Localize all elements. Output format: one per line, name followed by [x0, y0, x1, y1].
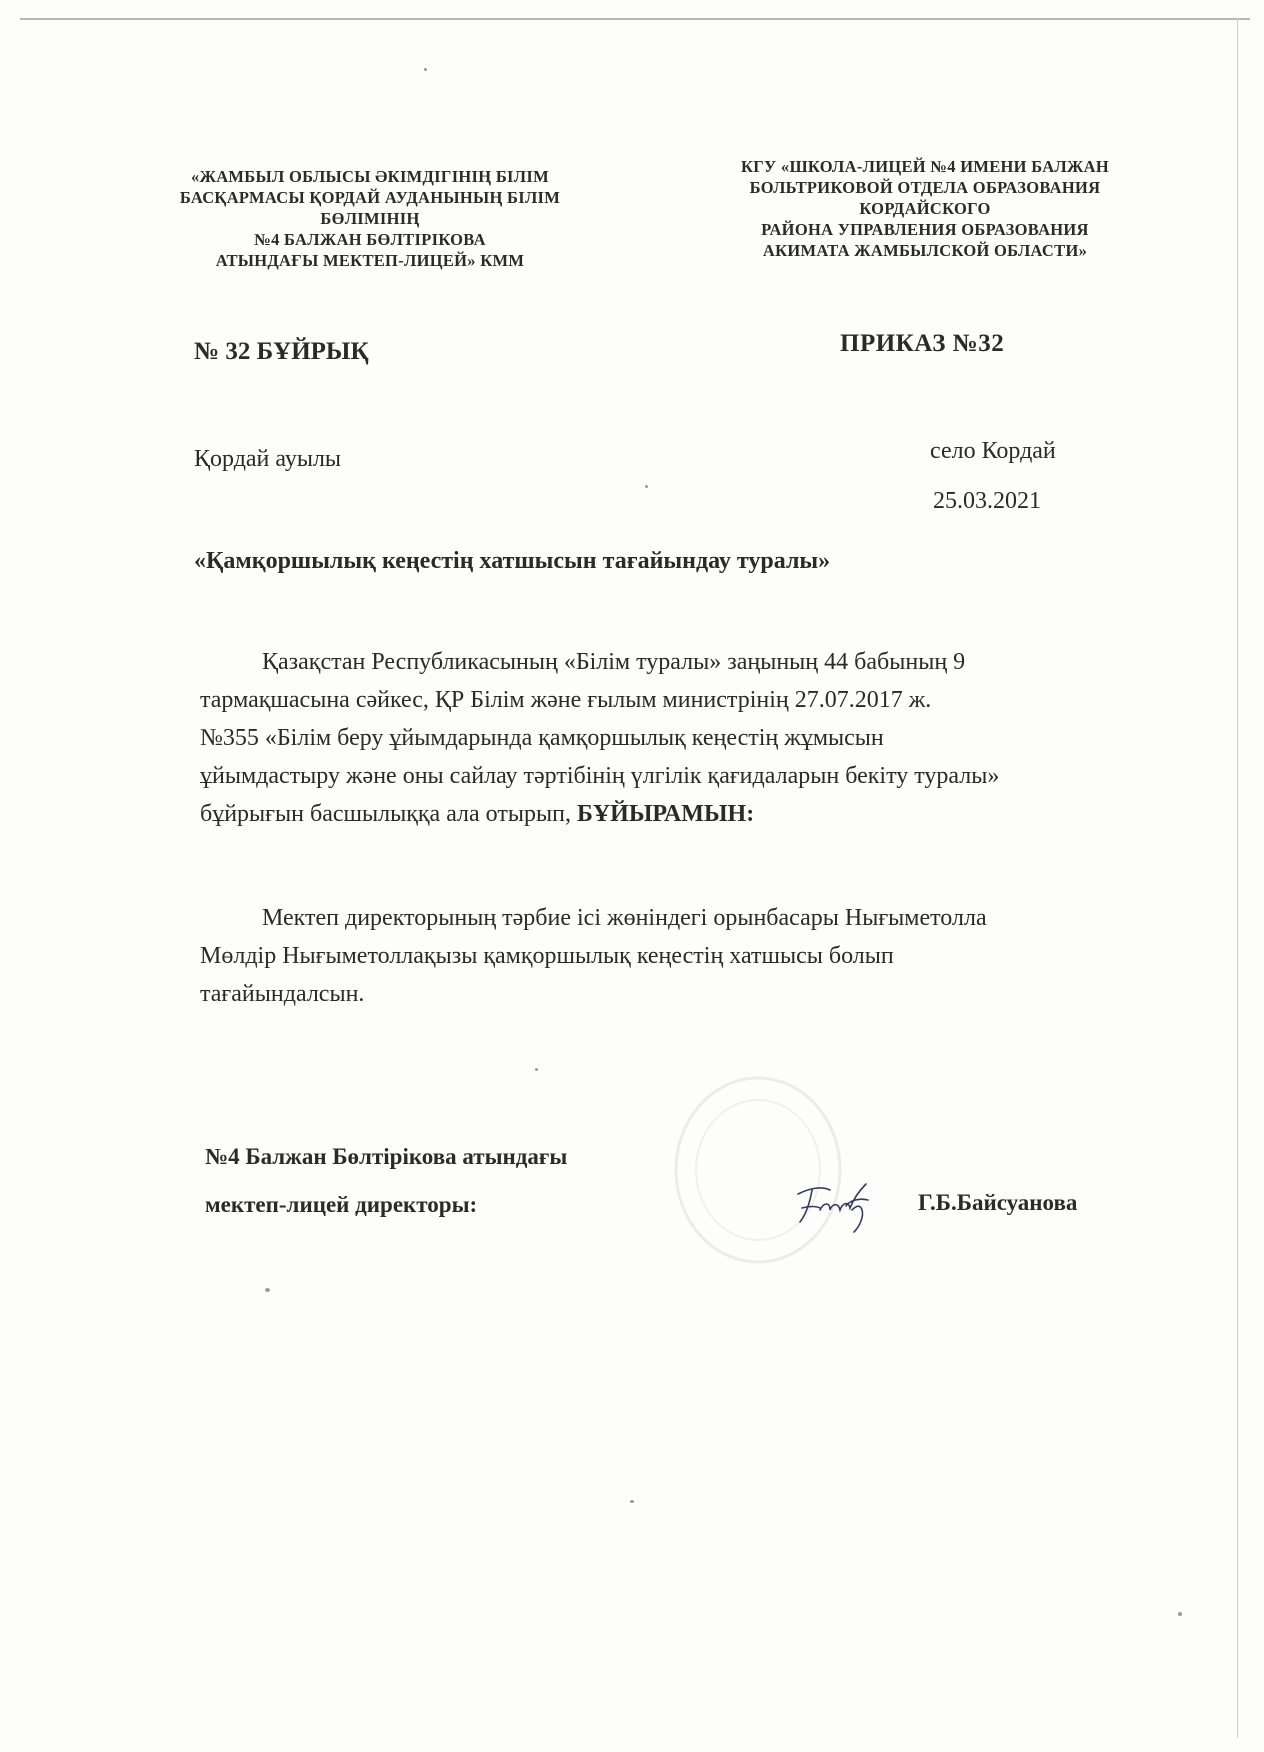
header-kazakh-line: БАСҚАРМАСЫ ҚОРДАЙ АУДАНЫНЫҢ БІЛІМ — [179, 188, 561, 207]
paragraph-last-line-text: бұйрығын басшылыққа ала отырып, — [200, 801, 577, 827]
paragraph-order — [200, 899, 1160, 1013]
order-number-kazakh: № 32 БҰЙРЫҚ — [194, 338, 369, 365]
order-number-russian: ПРИКАЗ №32 — [840, 330, 1005, 357]
header-russian-line: АКИМАТА ЖАМБЫЛСКОЙ ОБЛАСТИ» — [762, 241, 1088, 260]
paragraph-line: тармақшасына сәйкес, ҚР Білім және ғылым министрінің 27.07.2017 ж. — [200, 687, 932, 713]
header-kazakh-line: «ЖАМБЫЛ ОБЛЫСЫ ӘКІМДІГІНІҢ БІЛІМ — [191, 167, 549, 186]
header-russian-line: КОРДАЙСКОГО — [859, 199, 991, 218]
paragraph-line: тағайындалсын. — [200, 981, 365, 1007]
scan-speck — [265, 1288, 270, 1292]
order-keyword: БҰЙЫРАМЫН: — [576, 801, 755, 827]
signature-position-line1: №4 Балжан Бөлтірікова атындағы — [205, 1144, 568, 1169]
place-russian: село Кордай — [930, 438, 1056, 464]
paragraph-line: №355 «Білім беру ұйымдарында қамқоршылық кеңестің жұмысын — [200, 725, 884, 751]
paragraph-line — [200, 795, 1140, 833]
scan-speck — [535, 1068, 538, 1071]
paragraph-basis — [200, 643, 1140, 833]
paragraph-line: Қазақстан Республикасының «Білім туралы» заңының 44 бабының 9 — [262, 649, 966, 675]
scan-speck — [630, 1500, 634, 1503]
header-kazakh-line: №4 БАЛЖАН БӨЛТІРІКОВА — [254, 230, 486, 249]
header-kazakh — [145, 166, 595, 271]
header-russian-line: РАЙОНА УПРАВЛЕНИЯ ОБРАЗОВАНИЯ — [761, 220, 1089, 239]
handwritten-signature-icon — [790, 1170, 890, 1240]
header-kazakh-line: АТЫНДАҒЫ МЕКТЕП-ЛИЦЕЙ» КММ — [215, 251, 525, 270]
header-russian-line: КГУ «ШКОЛА-ЛИЦЕЙ №4 ИМЕНИ БАЛЖАН — [741, 157, 1109, 176]
place-kazakh: Қордай ауылы — [194, 446, 342, 472]
scan-speck — [645, 485, 648, 488]
header-russian — [690, 156, 1160, 261]
header-russian-line: БОЛЬТРИКОВОЙ ОТДЕЛА ОБРАЗОВАНИЯ — [749, 178, 1101, 197]
document-title: «Қамқоршылық кеңестің хатшысын тағайындау туралы» — [194, 548, 831, 574]
paragraph-line: Мектеп директорының тәрбие ісі жөніндегі орынбасары Нығыметолла — [262, 905, 987, 931]
paragraph-line: ұйымдастыру және оны сайлау тәртібінің үлгілік қағидаларын бекіту туралы» — [200, 763, 1000, 789]
order-date: 25.03.2021 — [933, 488, 1041, 514]
paragraph-line: Мөлдір Нығыметоллақызы қамқоршылық кеңестің хатшысы болып — [200, 943, 894, 969]
director-name: Г.Б.Байсуанова — [918, 1190, 1078, 1215]
scan-border-right — [1237, 18, 1238, 1738]
header-kazakh-line: БӨЛІМІНІҢ — [320, 209, 420, 228]
scan-speck — [1178, 1612, 1182, 1616]
scan-border-top — [20, 18, 1250, 20]
scan-speck — [424, 68, 427, 71]
signature-position-line2: мектеп-лицей директоры: — [205, 1192, 478, 1217]
